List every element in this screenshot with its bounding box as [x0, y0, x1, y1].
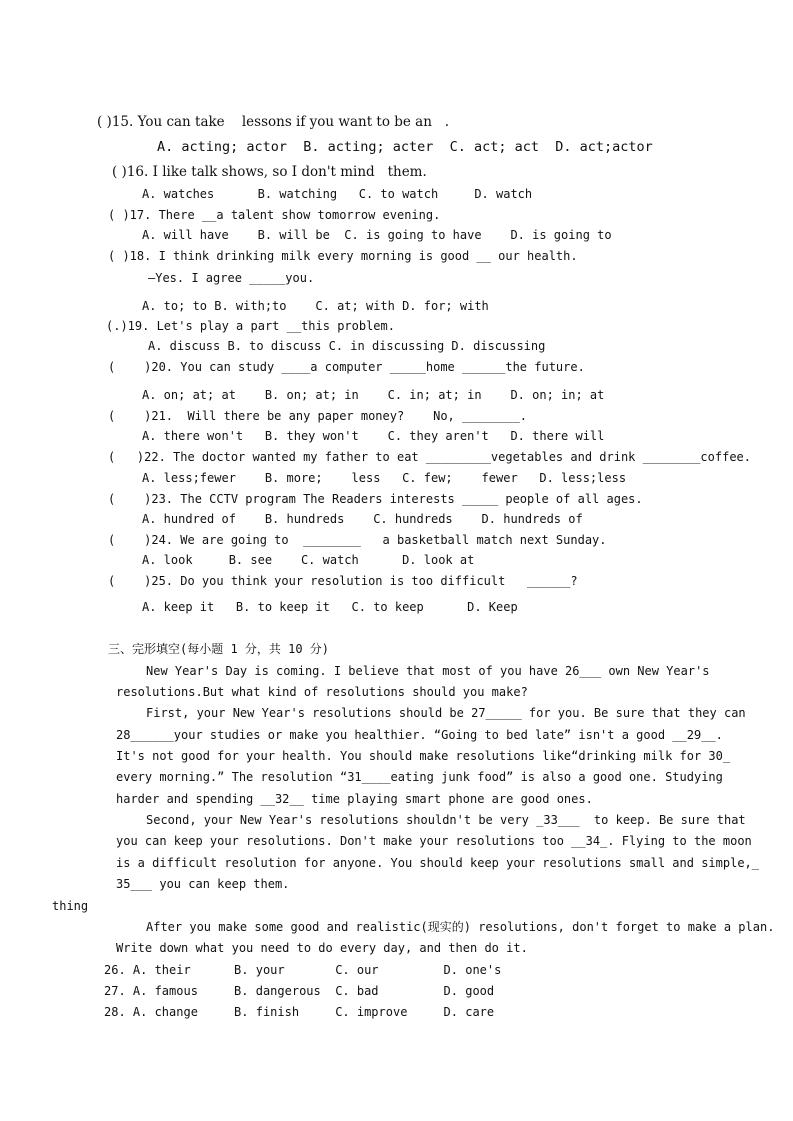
q20-stem: ( )20. You can study ____a computer _____home ______the future. [108, 360, 585, 374]
q17-options: A. will have B. will be C. is going to have D. is going to [142, 228, 612, 242]
section-heading: 三、完形填空(每小题 1 分，共 10 分) [108, 642, 330, 656]
q22-stem: ( )22. The doctor wanted my father to eat _________vegetables and drink ________coffee. [108, 450, 751, 464]
q18-reply: —Yes. I agree _____you. [148, 271, 315, 285]
q25-options: A. keep it B. to keep it C. to keep D. Keep [142, 600, 518, 614]
answer-row: 26. A. their B. your C. our D. one's [104, 963, 502, 977]
passage-line: First, your New Year's resolutions should be 27_____ for you. Be sure that they can [146, 706, 746, 720]
q17-stem: ( )17. There __a talent show tomorrow evening. [108, 208, 441, 222]
q22-options: A. less;fewer B. more; less C. few; fewer D. less;less [142, 471, 627, 485]
q15-options: A. acting; actor B. acting; acter C. act; act D. act;actor [157, 139, 653, 155]
passage-line: New Year's Day is coming. I believe that most of you have 26___ own New Year's [146, 664, 710, 678]
passage-line: is a difficult resolution for anyone. You should keep your resolutions small and simple,_ [116, 856, 759, 870]
q18-options: A. to; to B. with;to C. at; with D. for; with [142, 299, 489, 313]
q21-stem: ( )21. Will there be any paper money? No, ________. [108, 409, 528, 423]
q24-stem: ( )24. We are going to ________ a basketball match next Sunday. [108, 533, 607, 547]
passage-line: Write down what you need to do every day, and then do it. [116, 941, 528, 955]
answer-row: 27. A. famous B. dangerous C. bad D. good [104, 984, 495, 998]
passage-line: resolutions.But what kind of resolutions should you make? [116, 685, 528, 699]
q24-options: A. look B. see C. watch D. look at [142, 553, 475, 567]
passage-line: 28______your studies or make you healthier. “Going to bed late” isn't a good __29__. [116, 728, 723, 742]
q15-stem: ( )15. You can take lessons if you want to be an . [97, 114, 450, 130]
q18-stem: ( )18. I think drinking milk every morning is good __ our health. [108, 249, 578, 263]
q16-options: A. watches B. watching C. to watch D. watch [142, 187, 533, 201]
q25-stem: ( )25. Do you think your resolution is too difficult ______? [108, 574, 578, 588]
q21-options: A. there won't B. they won't C. they aren't D. there will [142, 429, 605, 443]
passage-line: After you make some good and realistic(现实的) resolutions, don't forget to make a plan. [146, 920, 775, 934]
answer-row: 28. A. change B. finish C. improve D. care [104, 1005, 495, 1019]
q16-stem: ( )16. I like talk shows, so I don't mind them. [112, 164, 427, 180]
q19-stem: (.)19. Let's play a part __this problem. [106, 319, 395, 333]
passage-line: 35___ you can keep them. [116, 877, 290, 891]
passage-line: every morning.” The resolution “31____eating junk food” is also a good one. Studying [116, 770, 723, 784]
stray-word: thing [52, 899, 89, 913]
q23-stem: ( )23. The CCTV program The Readers interests _____ people of all ages. [108, 492, 643, 506]
q19-options: A. discuss B. to discuss C. in discussing D. discussing [148, 339, 546, 353]
passage-line: harder and spending __32__ time playing smart phone are good ones. [116, 792, 593, 806]
q23-options: A. hundred of B. hundreds C. hundreds D. hundreds of [142, 512, 583, 526]
passage-line: It's not good for your health. You should make resolutions like“drinking milk for 30_ [116, 749, 731, 763]
passage-line: you can keep your resolutions. Don't make your resolutions too __34_. Flying to the moon [116, 834, 752, 848]
passage-line: Second, your New Year's resolutions shouldn't be very _33___ to keep. Be sure that [146, 813, 746, 827]
q20-options: A. on; at; at B. on; at; in C. in; at; in D. on; in; at [142, 388, 605, 402]
